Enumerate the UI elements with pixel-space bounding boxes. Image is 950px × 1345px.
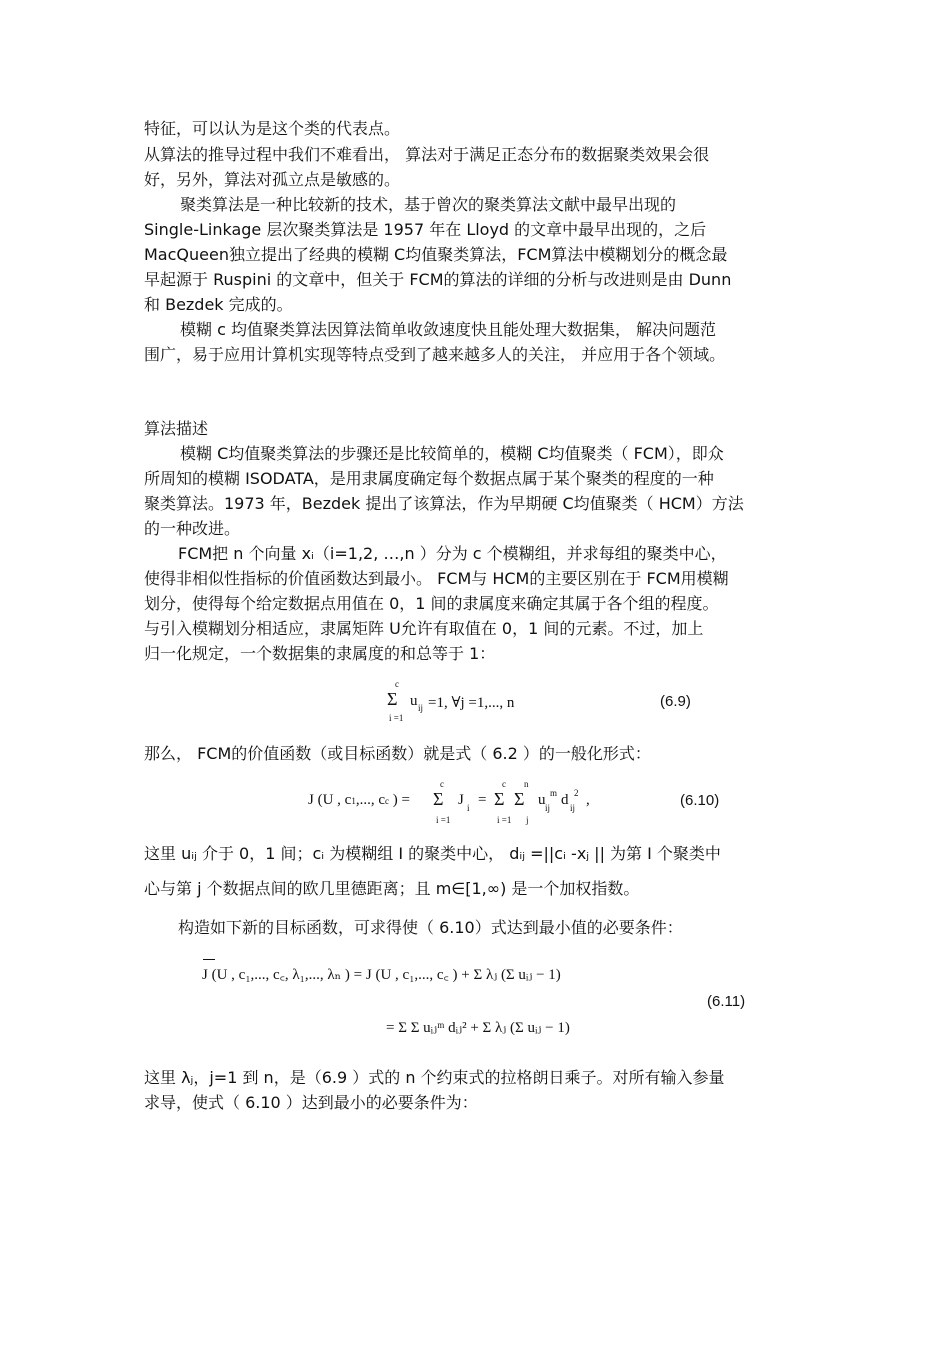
equation-line-2: = Σ Σ uᵢⱼᵐ dᵢⱼ² + Σ λⱼ (Σ uᵢⱼ − 1) — [386, 1020, 570, 1036]
text-line: 的一种改进。 — [144, 519, 241, 538]
sum-lower: j — [526, 815, 529, 825]
subscript-ij: ij — [570, 803, 576, 813]
sigma-symbol: Σ — [433, 789, 444, 809]
equation-number: (6.9) — [660, 693, 691, 710]
text-line: 与引入模糊划分相适应，隶属矩阵 U允许有取值在 0，1 间的元素。不过，加上 — [144, 619, 704, 638]
equation-rest: =1, ∀j =1,..., n — [428, 695, 515, 711]
text-line: 聚类算法是一种比较新的技术，基于曾次的聚类算法文献中最早出现的 — [180, 195, 677, 214]
text-line: 早起源于 Ruspini 的文章中，但关于 FCM的算法的详细的分析与改进则是由 Dunn — [144, 270, 732, 289]
text-line: 这里 uᵢⱼ 介于 0，1 间；cᵢ 为模糊组 I 的聚类中心， dᵢⱼ =||cᵢ -xⱼ || 为第 I 个聚类中 — [144, 844, 721, 863]
sum-lower: i =1 — [497, 815, 512, 825]
equation-line-1: J (U , c₁,..., c꜀, λ₁,..., λₙ ) = J (U , c₁,..., c꜀ ) + Σ λⱼ (Σ uᵢⱼ − 1) — [202, 967, 561, 983]
text-line: 特征，可以认为是这个类的代表点。 — [144, 119, 401, 138]
sum-upper: n — [524, 779, 529, 789]
text-line: 模糊 C均值聚类算法的步骤还是比较简单的，模糊 C均值聚类（ FCM），即众 — [180, 444, 724, 463]
text-line: 求导，使式（ 6.10 ）达到最小的必要条件为： — [144, 1093, 478, 1112]
text-line: 好，另外，算法对孤立点是敏感的。 — [144, 170, 401, 189]
sum-lower: i =1 — [436, 815, 451, 825]
sigma-symbol: Σ — [514, 789, 525, 809]
section-title: 算法描述 — [144, 419, 209, 438]
text-line: 和 Bezdek 完成的。 — [144, 295, 293, 314]
sum-upper: c — [440, 779, 444, 789]
sum-upper: c — [502, 779, 506, 789]
equation-lhs-text: J (U , c — [308, 792, 352, 808]
equation-mid: ) = — [389, 792, 410, 808]
text-line: 聚类算法。1973 年，Bezdek 提出了该算法，作为早期硬 C均值聚类（ HCM）方法 — [144, 494, 744, 513]
text-line: 那么， FCM的价值函数（或目标函数）就是式（ 6.2 ）的一般化形式： — [144, 744, 651, 763]
equation-J: J — [458, 792, 464, 808]
text-line: MacQueen独立提出了经典的模糊 C均值聚类算法，FCM算法中模糊划分的概念最 — [144, 245, 728, 264]
subscript-1: 1 — [351, 796, 356, 806]
text-line: 心与第 j 个数据点间的欧几里德距离；且 m∈[1,∞) 是一个加权指数。 — [144, 879, 640, 898]
text-line: 围广，易于应用计算机实现等特点受到了越来越多人的关注， 并应用于各个领域。 — [144, 345, 726, 364]
sigma-symbol: Σ — [494, 789, 505, 809]
equation-d: d — [561, 792, 569, 808]
text-line: 模糊 c 均值聚类算法因算法简单收敛速度快且能处理大数据集， 解决问题范 — [180, 320, 717, 339]
equation-number: (6.11) — [707, 993, 746, 1010]
equation-term: u — [538, 792, 546, 808]
text-line: 这里 λⱼ，j=1 到 n，是（6.9 ）式的 n 个约束式的拉格朗日乘子。对所有输入参量 — [144, 1068, 725, 1087]
superscript-m: m — [550, 788, 558, 798]
sigma-symbol: Σ — [387, 689, 398, 709]
text-line: FCM把 n 个向量 xᵢ（i=1,2, …,n ）分为 c 个模糊组，并求每组的聚类中心， — [178, 544, 727, 563]
equation-subscript: ij — [418, 703, 424, 713]
equation-lhs-rest: ,..., c — [355, 792, 385, 808]
text-line: 归一化规定，一个数据集的隶属度的和总等于 1： — [144, 644, 496, 663]
text-line: 从算法的推导过程中我们不难看出， 算法对于满足正态分布的数据聚类效果会很 — [144, 145, 710, 164]
equation-lhs — [308, 792, 410, 809]
comma: , — [586, 792, 590, 808]
text-line: 所周知的模糊 ISODATA，是用隶属度确定每个数据点属于某个聚类的程度的一种 — [144, 469, 714, 488]
text-line: 使得非相似性指标的价值函数达到最小。 FCM与 HCM的主要区别在于 FCM用模糊 — [144, 569, 729, 588]
superscript-2: 2 — [574, 788, 579, 798]
text-line: 划分，使得每个给定数据点用值在 0，1 间的隶属度来确定其属于各个组的程度。 — [144, 594, 719, 613]
sum-upper: c — [395, 679, 399, 689]
subscript-c: c — [385, 796, 389, 806]
subscript-ij: ij — [545, 803, 551, 813]
equation-body: u — [410, 693, 418, 709]
text-line: Single-Linkage 层次聚类算法是 1957 年在 Lloyd 的文章中最早出现的，之后 — [144, 220, 707, 239]
equals-sign: = — [478, 792, 487, 808]
equation-number: (6.10) — [680, 792, 720, 809]
subscript-i: i — [467, 803, 470, 813]
sum-lower: i =1 — [389, 713, 404, 723]
overbar — [203, 959, 215, 960]
text-line: 构造如下新的目标函数，可求得使（ 6.10）式达到最小值的必要条件： — [178, 918, 683, 937]
